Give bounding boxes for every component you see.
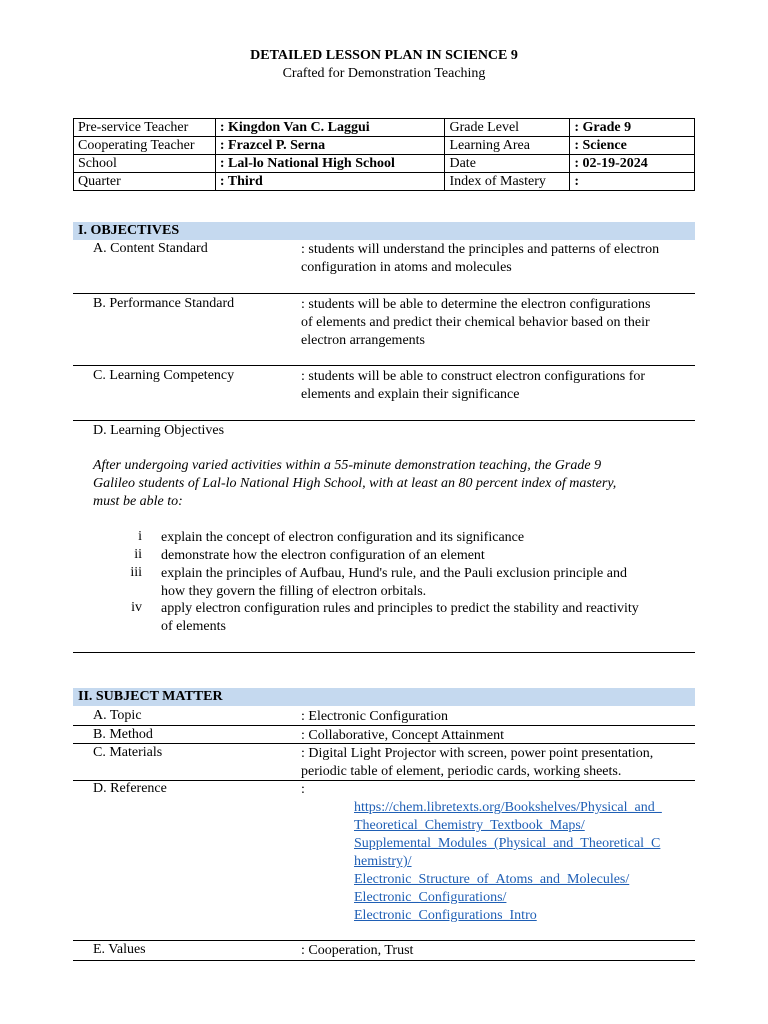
table-cell: : Frazcel P. Serna bbox=[215, 137, 445, 155]
reference-link[interactable]: Electronic_Configurations/ bbox=[354, 890, 507, 905]
reference-link[interactable]: Supplemental_Modules_(Physical_and_Theoretical_C bbox=[354, 836, 661, 851]
table-cell: Learning Area bbox=[445, 137, 570, 155]
learning-competency-label: C. Learning Competency bbox=[93, 368, 235, 383]
text-line: periodic table of element, periodic cards, working sheets. bbox=[301, 764, 622, 779]
materials-value bbox=[301, 745, 693, 781]
table-row bbox=[74, 155, 695, 173]
table-cell: Pre-service Teacher bbox=[74, 119, 216, 137]
performance-standard-value bbox=[301, 296, 693, 350]
text-line: elements and explain their significance bbox=[301, 387, 520, 402]
list-item bbox=[161, 547, 681, 565]
reference-link[interactable]: Theoretical_Chemistry_Textbook_Maps/ bbox=[354, 818, 585, 833]
values-value: : Cooperation, Trust bbox=[301, 943, 414, 958]
list-number: i bbox=[138, 529, 142, 544]
table-cell: Date bbox=[445, 155, 570, 173]
method-label: B. Method bbox=[93, 727, 153, 742]
text-line: electron arrangements bbox=[301, 333, 425, 348]
text-line: apply electron configuration rules and principles to predict the stability and reactivity bbox=[161, 601, 639, 616]
learning-objectives-label: D. Learning Objectives bbox=[93, 423, 225, 438]
text-line: configuration in atoms and molecules bbox=[301, 260, 512, 275]
text-line: explain the principles of Aufbau, Hund's rule, and the Pauli exclusion principle and bbox=[161, 566, 627, 581]
divider bbox=[73, 743, 695, 744]
content-standard-label: A. Content Standard bbox=[93, 241, 208, 256]
materials-label: C. Materials bbox=[93, 745, 163, 760]
text-line: of elements and predict their chemical behavior based on their bbox=[301, 315, 650, 330]
list-number: ii bbox=[134, 547, 142, 562]
reference-colon: : bbox=[301, 782, 305, 797]
divider bbox=[73, 652, 695, 653]
table-cell: : Kingdon Van C. Laggui bbox=[215, 119, 445, 137]
values-label: E. Values bbox=[93, 942, 146, 957]
text-line: : Digital Light Projector with screen, power point presentation, bbox=[301, 746, 654, 761]
divider bbox=[73, 960, 695, 961]
text-line: of elements bbox=[161, 619, 226, 634]
table-cell: : bbox=[570, 173, 695, 191]
topic-label: A. Topic bbox=[93, 708, 142, 723]
topic-value: : Electronic Configuration bbox=[301, 709, 448, 724]
learning-competency-value bbox=[301, 368, 693, 404]
text-line: explain the concept of electron configuration and its significance bbox=[161, 530, 525, 545]
text-line: After undergoing varied activities within a 55-minute demonstration teaching, the Grade 9 bbox=[93, 458, 602, 473]
reference-link[interactable]: hemistry)/ bbox=[354, 854, 412, 869]
text-line: how they govern the filling of electron orbitals. bbox=[161, 584, 427, 599]
table-cell: : 02-19-2024 bbox=[570, 155, 695, 173]
text-line: must be able to: bbox=[93, 494, 183, 509]
teacher-info-table bbox=[73, 118, 695, 191]
text-line: : students will be able to construct electron configurations for bbox=[301, 369, 646, 384]
subject-matter-heading: II. SUBJECT MATTER bbox=[73, 688, 695, 706]
divider bbox=[73, 365, 695, 366]
table-cell: : Third bbox=[215, 173, 445, 191]
text-line: : students will be able to determine the electron configurations bbox=[301, 297, 651, 312]
list-item bbox=[161, 600, 681, 636]
table-row bbox=[74, 137, 695, 155]
divider bbox=[73, 940, 695, 941]
table-cell: School bbox=[74, 155, 216, 173]
list-item bbox=[161, 529, 681, 547]
reference-label: D. Reference bbox=[93, 781, 167, 796]
reference-link[interactable]: Electronic_Structure_of_Atoms_and_Molecules/ bbox=[354, 872, 630, 887]
document-subtitle: Crafted for Demonstration Teaching bbox=[282, 66, 486, 81]
text-line: : students will understand the principles and patterns of electron bbox=[301, 242, 660, 257]
content-standard-value bbox=[301, 241, 693, 277]
table-cell: Quarter bbox=[74, 173, 216, 191]
reference-link[interactable]: https://chem.libretexts.org/Bookshelves/Physical_and_ bbox=[354, 800, 662, 815]
document-title: DETAILED LESSON PLAN IN SCIENCE 9 bbox=[250, 48, 518, 63]
performance-standard-label: B. Performance Standard bbox=[93, 296, 235, 311]
list-number: iv bbox=[131, 600, 142, 615]
table-cell: : Grade 9 bbox=[570, 119, 695, 137]
list-item bbox=[161, 565, 681, 601]
table-row bbox=[74, 173, 695, 191]
objectives-intro bbox=[93, 457, 673, 511]
reference-link[interactable]: Electronic_Configurations_Intro bbox=[354, 908, 537, 923]
table-cell: Index of Mastery bbox=[445, 173, 570, 191]
text-line: demonstrate how the electron configuration of an element bbox=[161, 548, 485, 563]
objectives-heading: I. OBJECTIVES bbox=[73, 222, 695, 240]
table-cell: : Lal-lo National High School bbox=[215, 155, 445, 173]
divider bbox=[73, 420, 695, 421]
method-value: : Collaborative, Concept Attainment bbox=[301, 728, 504, 743]
divider bbox=[73, 725, 695, 726]
table-cell: Grade Level bbox=[445, 119, 570, 137]
divider bbox=[73, 293, 695, 294]
table-cell: : Science bbox=[570, 137, 695, 155]
list-number: iii bbox=[130, 565, 142, 580]
table-cell: Cooperating Teacher bbox=[74, 137, 216, 155]
text-line: Galileo students of Lal-lo National High School, with at least an 80 percent index of mastery, bbox=[93, 476, 617, 491]
table-row bbox=[74, 119, 695, 137]
reference-link-group bbox=[354, 799, 694, 925]
